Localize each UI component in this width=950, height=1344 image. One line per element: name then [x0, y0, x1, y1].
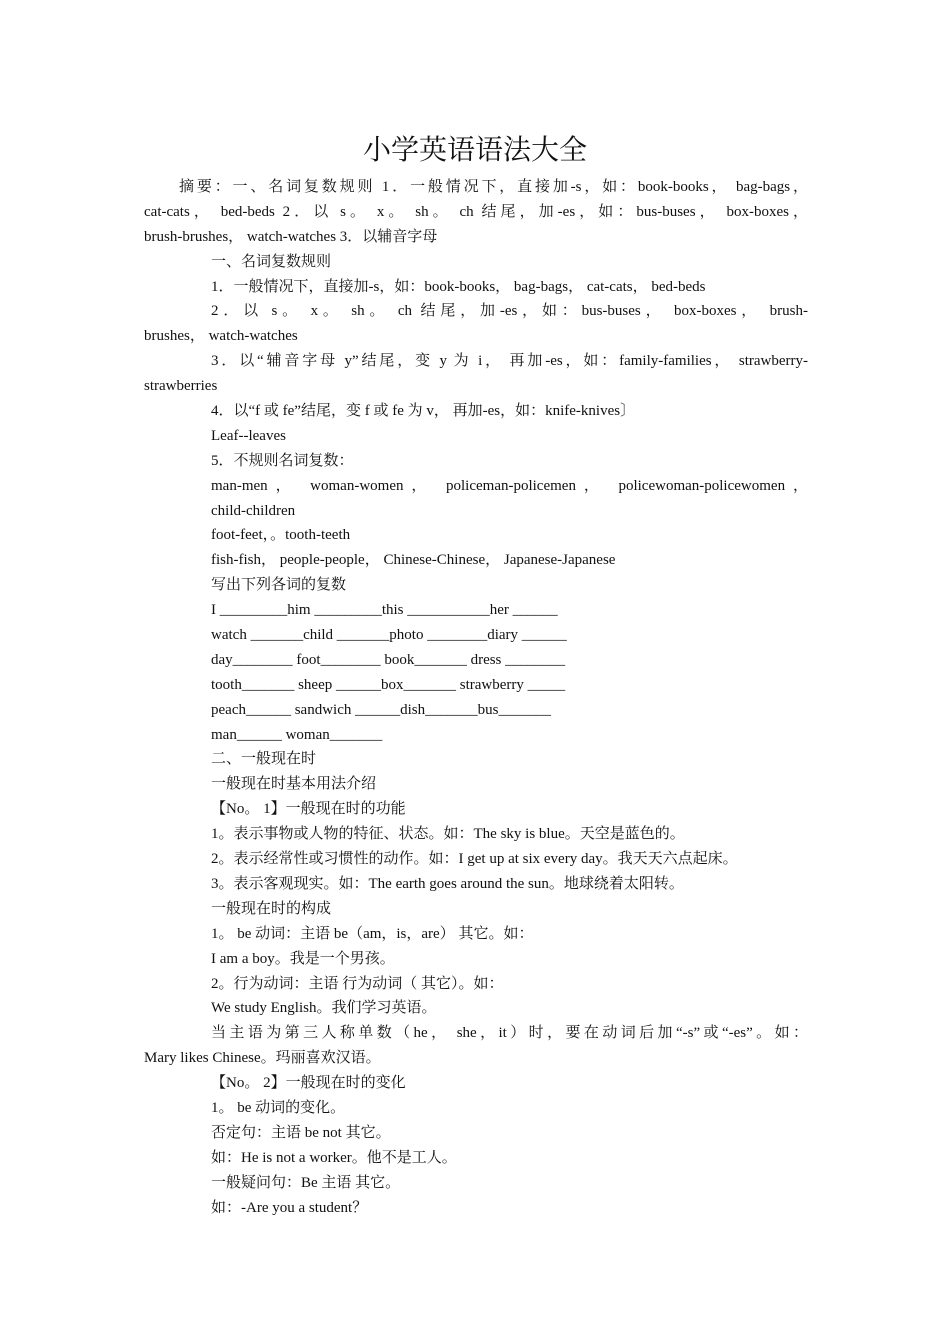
- text-line: Leaf--leaves: [211, 427, 286, 444]
- text-line: 2。表示经常性或习惯性的动作。如：I get up at six every day。我天天六点起床。: [211, 851, 738, 868]
- text-line: I _________him _________this ___________her ______: [211, 602, 558, 619]
- page-title: 小学英语语法大全: [362, 135, 587, 166]
- text-line: 3．以“辅音字母 y”结尾，变 y 为 i， 再加-es，如：family-families， strawberry-: [211, 353, 808, 370]
- text-line: 5．不规则名词复数：: [211, 452, 354, 469]
- text-line: fish-fish， people-people， Chinese-Chinese， Japanese-Japanese: [211, 552, 616, 569]
- text-line: peach______ sandwich ______dish_______bus_______: [211, 701, 551, 718]
- text-line: 【No。 2】一般现在时的变化: [211, 1075, 406, 1092]
- text-line: 1。 be 动词：主语 be（am，is，are） 其它。如：: [211, 925, 534, 942]
- text-line: 4．以“f 或 fe”结尾，变 f 或 fe 为 v， 再加-es，如：knife-knives〕: [211, 403, 636, 420]
- text-line: 否定句：主语 be not 其它。: [211, 1124, 391, 1141]
- text-line: 如：He is not a worker。他不是工人。: [211, 1149, 457, 1166]
- text-line: 一般疑问句：Be 主语 其它。: [211, 1174, 401, 1191]
- text-line: 1。 be 动词的变化。: [211, 1099, 346, 1116]
- text-line: cat-cats， bed-beds 2．以 s。 x。 sh。 ch 结尾，加-es，如：bus-buses， box-boxes，: [144, 203, 808, 220]
- text-line: 当主语为第三人称单数（he， she，it）时，要在动词后加“-s”或“-es”。如：: [211, 1025, 808, 1042]
- text-line: man______ woman_______: [211, 726, 383, 743]
- text-line: day________ foot________ book_______ dress ________: [211, 651, 566, 668]
- text-line: tooth_______ sheep ______box_______ strawberry _____: [211, 676, 566, 693]
- text-line: 3。表示客观现实。如：The earth goes around the sun。地球绕着太阳转。: [211, 875, 684, 892]
- text-line: foot-feet，。tooth-teeth: [211, 527, 351, 544]
- text-line: 一、名词复数规则: [211, 253, 332, 270]
- text-line: 1．一般情况下，直接加-s，如：book-books， bag-bags， cat-cats， bed-beds: [211, 278, 706, 295]
- document-body: [144, 175, 808, 1220]
- text-line: watch _______child _______photo ________diary ______: [211, 627, 567, 644]
- text-line: 【No。 1】一般现在时的功能: [211, 801, 406, 818]
- text-line: Mary likes Chinese。玛丽喜欢汉语。: [144, 1050, 381, 1067]
- text-line: brushes， watch-watches: [144, 328, 298, 345]
- text-line: 2。行为动词：主语 行为动词（ 其它）。如：: [211, 975, 504, 992]
- text-line: man-men， woman-women， policeman-policemen， policewoman-policewomen，: [211, 477, 808, 494]
- text-line: I am a boy。我是一个男孩。: [211, 950, 395, 967]
- text-line: 2．以 s。 x。 sh。 ch 结尾，加-es，如：bus-buses， box-boxes， brush-: [211, 303, 808, 320]
- text-line: 摘要：一、名词复数规则 1．一般情况下，直接加-s，如：book-books， bag-bags，: [179, 179, 808, 195]
- text-line: 1。表示事物或人物的特征、状态。如：The sky is blue。天空是蓝色的。: [211, 826, 685, 843]
- text-line: We study English。我们学习英语。: [211, 1000, 437, 1017]
- text-line: 如：-Are you a student？: [211, 1199, 368, 1216]
- text-line: 一般现在时的构成: [211, 900, 332, 917]
- text-line: 写出下列各词的复数: [211, 577, 347, 594]
- text-line: child-children: [211, 502, 296, 519]
- text-line: 二、一般现在时: [211, 751, 317, 768]
- text-line: brush-brushes， watch-watches 3．以辅音字母: [144, 228, 438, 245]
- text-line: 一般现在时基本用法介绍: [211, 776, 377, 793]
- text-line: strawberries: [144, 378, 218, 395]
